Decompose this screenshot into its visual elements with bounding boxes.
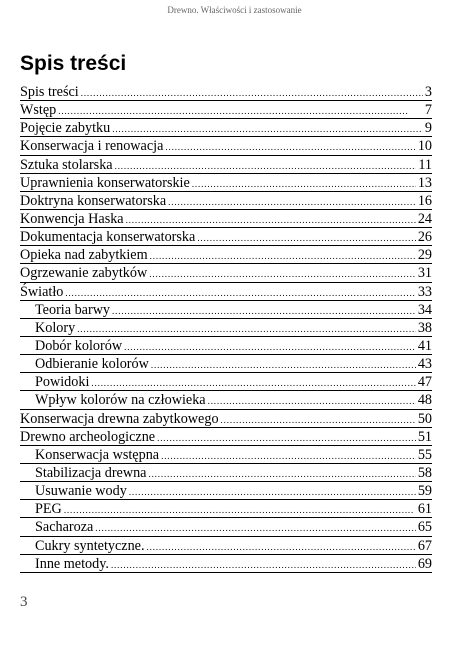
toc-entry[interactable]	[20, 156, 432, 174]
toc-entry-page-number[interactable]: 41	[417, 337, 432, 354]
toc-entry-label[interactable]: Teoria barwy	[35, 301, 111, 318]
toc-entry-page-number[interactable]: 7	[424, 102, 432, 119]
toc-dot-leader	[91, 373, 415, 392]
toc-entry-label[interactable]: Dokumentacja konserwatorska	[20, 229, 196, 246]
toc-entry-page-number[interactable]: 55	[417, 446, 432, 463]
toc-entry[interactable]	[20, 301, 432, 319]
toc-dot-leader	[65, 283, 415, 302]
toc-entry[interactable]	[20, 537, 432, 555]
toc-entry[interactable]	[20, 83, 432, 101]
toc-entry[interactable]	[20, 410, 432, 428]
toc-dot-leader	[81, 83, 423, 102]
toc-entry-label[interactable]: Konserwacja wstępna	[35, 446, 160, 463]
toc-entry-label[interactable]: Sacharoza	[35, 519, 94, 536]
toc-entry-label[interactable]: Dobór kolorów	[35, 337, 123, 354]
toc-entry-page-number[interactable]: 10	[417, 138, 432, 155]
toc-entry-label[interactable]: Ogrzewanie zabytków	[20, 265, 148, 282]
toc-dot-leader	[151, 355, 416, 374]
toc-entry-page-number[interactable]: 33	[417, 283, 432, 300]
toc-entry[interactable]	[20, 482, 432, 500]
toc-dot-leader	[150, 246, 416, 265]
toc-dot-leader	[111, 555, 416, 574]
toc-dot-leader	[221, 410, 416, 429]
toc-entry-label[interactable]: Spis treści	[20, 84, 79, 100]
toc-entry[interactable]	[20, 210, 432, 228]
toc-entry[interactable]	[20, 355, 432, 373]
toc-entry[interactable]	[20, 119, 432, 137]
toc-entry[interactable]	[20, 283, 432, 301]
toc-dot-leader	[95, 518, 416, 537]
toc-entry-page-number[interactable]: 13	[417, 174, 432, 191]
toc-dot-leader	[157, 428, 416, 447]
toc-entry-page-number[interactable]: 31	[417, 265, 432, 282]
toc-entry[interactable]	[20, 228, 432, 246]
toc-entry[interactable]	[20, 319, 432, 337]
toc-entry-page-number[interactable]: 50	[417, 410, 432, 427]
toc-dot-leader	[126, 210, 416, 229]
toc-dot-leader	[197, 228, 415, 247]
toc-dot-leader	[149, 264, 416, 283]
toc-entry[interactable]	[20, 391, 432, 409]
toc-dot-leader	[192, 174, 416, 193]
toc-entry[interactable]	[20, 428, 432, 446]
toc-entry[interactable]	[20, 555, 432, 573]
toc-dot-leader	[64, 500, 416, 519]
toc-entry-page-number[interactable]: 26	[417, 229, 432, 246]
toc-dot-leader	[165, 137, 415, 156]
toc-dot-leader	[129, 482, 416, 501]
toc-dot-leader	[115, 156, 417, 175]
toc-entry-label[interactable]: Wpływ kolorów na człowieka	[35, 392, 206, 409]
toc-entry[interactable]	[20, 373, 432, 391]
toc-entry[interactable]	[20, 464, 432, 482]
toc-entry[interactable]	[20, 192, 432, 210]
toc-dot-leader	[208, 391, 416, 410]
toc-entry-page-number[interactable]: 11	[418, 156, 432, 173]
toc-dot-leader	[148, 464, 415, 483]
toc-entry-label[interactable]: Wstęp	[20, 102, 57, 119]
toc-entry-label[interactable]: Konwencja Haska	[20, 210, 124, 227]
toc-entry-label[interactable]: Stabilizacja drewna	[35, 464, 147, 481]
toc-entry[interactable]	[20, 518, 432, 536]
toc-entry-label[interactable]: Światło	[20, 283, 64, 300]
toc-entry-page-number[interactable]: 3	[424, 84, 432, 100]
toc-entry-label[interactable]: Sztuka stolarska	[20, 156, 113, 173]
toc-dot-leader	[161, 446, 416, 465]
toc-title: Spis treści	[20, 52, 127, 75]
toc-dot-leader	[58, 101, 423, 120]
toc-entry-label[interactable]: Konserwacja i renowacja	[20, 138, 164, 155]
toc-entry-label[interactable]: Drewno archeologiczne	[20, 428, 156, 445]
toc-entry-page-number[interactable]: 29	[417, 247, 432, 264]
toc-dot-leader	[168, 192, 416, 211]
toc-entry[interactable]	[20, 446, 432, 464]
toc-dot-leader	[124, 337, 416, 356]
toc-entry[interactable]	[20, 174, 432, 192]
toc-entry-page-number[interactable]: 24	[417, 210, 432, 227]
toc-entry-label[interactable]: Usuwanie wody	[35, 483, 127, 500]
toc-entry-page-number[interactable]: 16	[417, 192, 432, 209]
toc-dot-leader	[112, 119, 423, 138]
toc-entry-label[interactable]: Odbieranie kolorów	[35, 356, 149, 373]
toc-entry-label[interactable]: Pojęcie zabytku	[20, 120, 111, 137]
toc-entry-page-number[interactable]: 34	[417, 301, 432, 318]
toc-entry-page-number[interactable]: 65	[417, 519, 432, 536]
toc-entry-label[interactable]: Kolory	[35, 319, 76, 336]
toc-entry[interactable]	[20, 337, 432, 355]
toc-entry-page-number[interactable]: 51	[417, 428, 432, 445]
toc-entry-page-number[interactable]: 69	[417, 555, 432, 572]
toc-entry-page-number[interactable]: 47	[417, 374, 432, 391]
page-number: 3	[20, 594, 28, 610]
toc-entry-page-number[interactable]: 9	[424, 120, 432, 137]
toc-entry-page-number[interactable]: 48	[417, 392, 432, 409]
toc-entry-page-number[interactable]: 59	[417, 483, 432, 500]
toc-entry[interactable]	[20, 246, 432, 264]
toc-entry-label[interactable]: Powidoki	[35, 374, 90, 391]
toc-entry-label[interactable]: Konserwacja drewna zabytkowego	[20, 410, 219, 427]
toc-entry-label[interactable]: Doktryna konserwatorska	[20, 192, 167, 209]
toc-entry-label[interactable]: Opieka nad zabytkiem	[20, 247, 148, 264]
toc-entry-label[interactable]: Inne metody.	[35, 555, 109, 572]
toc-entry-label[interactable]: PEG	[35, 501, 62, 518]
toc-entry-page-number[interactable]: 38	[417, 319, 432, 336]
toc-dot-leader	[147, 537, 416, 556]
toc-entry-page-number[interactable]: 43	[417, 356, 432, 373]
toc-entry-page-number[interactable]: 58	[417, 464, 432, 481]
toc-entry-label[interactable]: Uprawnienia konserwatorskie	[20, 174, 190, 191]
toc-entry-page-number[interactable]: 67	[417, 537, 432, 554]
table-of-contents	[20, 83, 432, 573]
toc-entry[interactable]	[20, 137, 432, 155]
toc-entry-label[interactable]: Cukry syntetyczne.	[35, 537, 145, 554]
toc-dot-leader	[77, 319, 416, 338]
toc-entry-page-number[interactable]: 61	[417, 501, 432, 518]
toc-dot-leader	[112, 301, 416, 320]
toc-entry[interactable]	[20, 500, 432, 518]
toc-entry[interactable]	[20, 264, 432, 282]
running-header: Drewno. Właściwości i zastosowanie	[167, 5, 302, 15]
toc-entry[interactable]	[20, 101, 432, 119]
